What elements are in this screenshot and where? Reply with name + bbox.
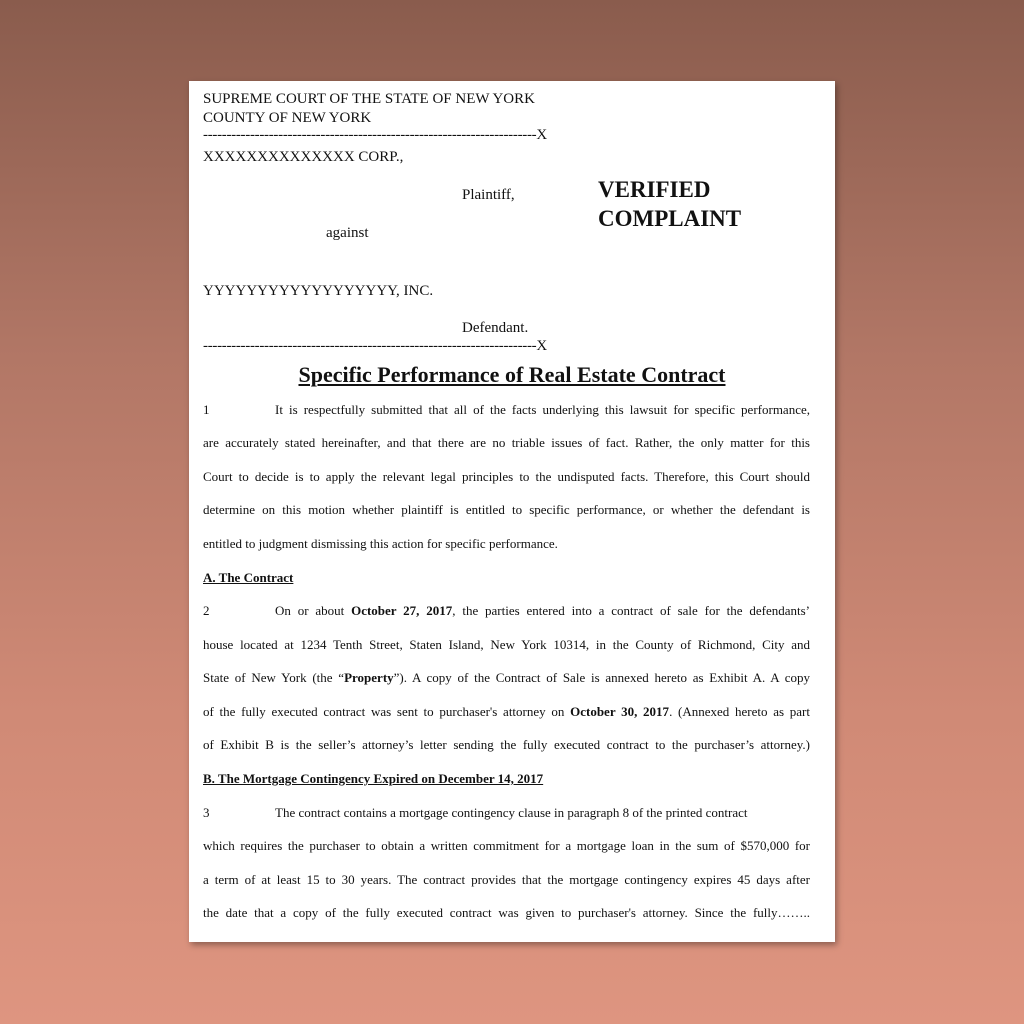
paragraph-1-line-1: It is respectfully submitted that all of the facts underlying this lawsuit for specific performance, <box>275 402 810 417</box>
court-name: SUPREME COURT OF THE STATE OF NEW YORK <box>203 91 535 107</box>
document-title: Specific Performance of Real Estate Contract <box>298 362 726 387</box>
court-county: COUNTY OF NEW YORK <box>203 110 372 126</box>
paragraph-1-line-5: entitled to judgment dismissing this action for specific performance. <box>203 536 558 551</box>
plaintiff-name: XXXXXXXXXXXXXX CORP., <box>203 149 404 165</box>
paragraph-3-line-1: The contract contains a mortgage contingency clause in paragraph 8 of the printed contract <box>275 805 748 820</box>
paragraph-3-line-4: the date that a copy of the fully executed contract was given to purchaser's attorney. Since the fully…….. <box>203 905 810 920</box>
document-page <box>189 81 835 942</box>
defendant-name: YYYYYYYYYYYYYYYYYY, INC. <box>203 283 434 299</box>
section-heading-a: A. The Contract <box>203 570 294 585</box>
paragraph-2-line-1: On or about October 27, 2017, the parties entered into a contract of sale for the defendants’ <box>275 603 810 618</box>
caption-separator-top: -----------------------------------------------------------------------X <box>203 127 547 143</box>
paragraph-1-line-4: determine on this motion whether plaintiff is entitled to specific performance, or whether the defendant is <box>203 502 810 517</box>
paragraph-number: 3 <box>203 805 210 820</box>
caption-separator-bottom: -----------------------------------------------------------------------X <box>203 338 547 354</box>
paragraph-number: 2 <box>203 603 210 618</box>
paragraph-2-line-5: of Exhibit B is the seller’s attorney’s letter sending the fully executed contract to the purchaser’s attorney.) <box>203 737 810 752</box>
paragraph-2-line-3: State of New York (the “Property”). A copy of the Contract of Sale is annexed hereto as Exhibit A. A copy <box>203 670 810 685</box>
against-label: against <box>326 225 369 241</box>
paragraph-2-line-4: of the fully executed contract was sent to purchaser's attorney on October 30, 2017. (Annexed hereto as part <box>203 704 810 719</box>
paragraph-1-line-3: Court to decide is to apply the relevant legal principles to the undisputed facts. Therefore, this Court should <box>203 469 810 484</box>
paragraph-1-line-2: are accurately stated hereinafter, and that there are no triable issues of fact. Rather, the only matter for this <box>203 435 810 450</box>
document-type-line2: COMPLAINT <box>598 206 742 231</box>
paragraph-number: 1 <box>203 402 210 417</box>
defendant-role: Defendant. <box>462 320 529 336</box>
section-heading-b: B. The Mortgage Contingency Expired on December 14, 2017 <box>203 771 544 786</box>
paragraph-2-line-2: house located at 1234 Tenth Street, Staten Island, New York 10314, in the County of Richmond, City and <box>203 637 810 652</box>
paragraph-3-line-3: a term of at least 15 to 30 years. The contract provides that the mortgage contingency expires 45 days after <box>203 872 810 887</box>
plaintiff-role: Plaintiff, <box>462 187 515 203</box>
paragraph-3-line-2: which requires the purchaser to obtain a written commitment for a mortgage loan in the sum of $570,000 for <box>203 838 810 853</box>
document-type-line1: VERIFIED <box>598 177 711 202</box>
